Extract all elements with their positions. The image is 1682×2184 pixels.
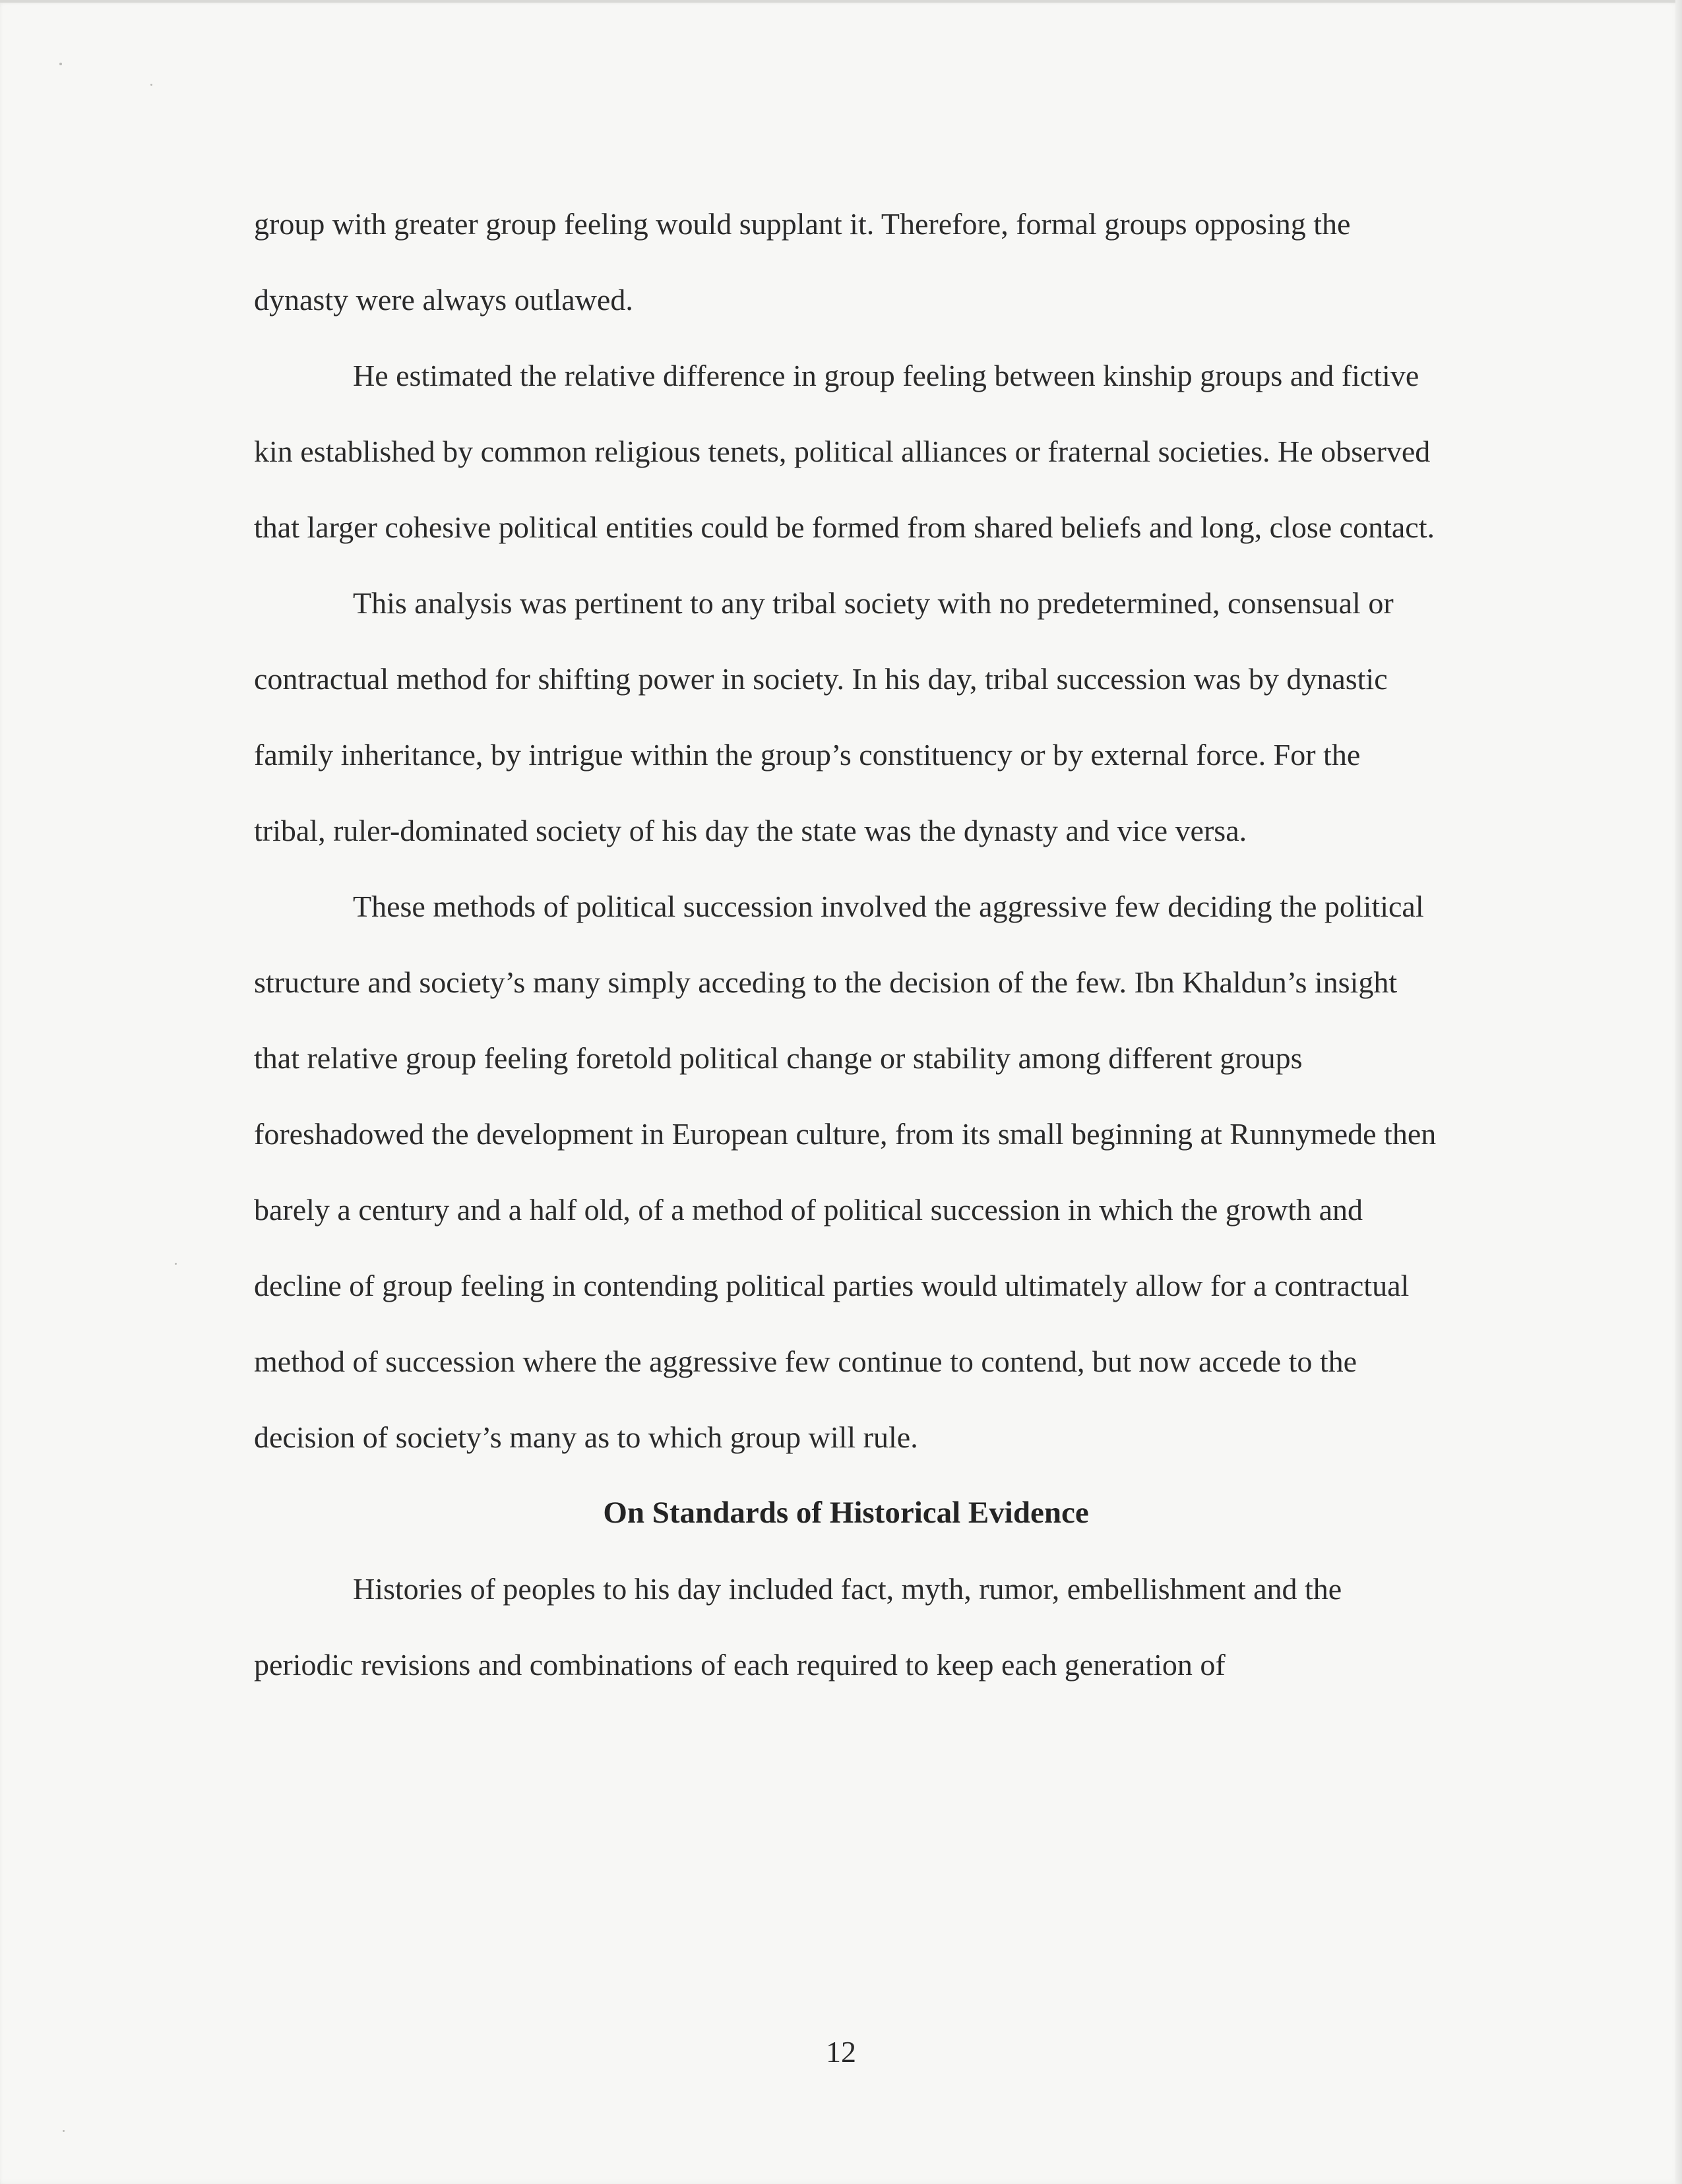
paragraph-5: Histories of peoples to his day included fact, myth, rumor, embellishment and the periodic revisions and combinations of each required to keep each generation of bbox=[254, 1572, 1342, 1682]
section-heading: On Standards of Historical Evidence bbox=[603, 1496, 1089, 1530]
paragraph-2: He estimated the relative difference in group feeling between kinship groups and fictive kin established by common religious tenets, political alliances or fraternal societies. He observed that larger cohesive political entities could be formed from shared beliefs and long, close contact. bbox=[254, 359, 1435, 544]
page-number: 12 bbox=[826, 2035, 856, 2069]
paragraph-3: This analysis was pertinent to any tribal society with no predetermined, consensual or contractual method for shifting power in society. In his day, tribal succession was by dynastic family inheritance, by intrigue within the group’s constituency or by external force. For the tribal, ruler-dominated society of his day the state was the dynasty and vice versa. bbox=[254, 586, 1394, 847]
scan-speck bbox=[150, 84, 152, 86]
paragraph-4: These methods of political succession involved the aggressive few deciding the political structure and society’s many simply acceding to the decision of the few. Ibn Khaldun’s insight that relative group feeling foretold political change or stability among different groups foreshadowed the development in European culture, from its small beginning at Runnymede then barely a century and a half old, of a method of political succession in which the growth and decline of group feeling in contending political parties would ultimately allow for a contractual method of succession where the aggressive few continue to contend, but now accede to the decision of society’s many as to which group will rule. bbox=[254, 890, 1437, 1454]
paragraph-1: group with greater group feeling would supplant it. Therefore, formal groups opposing the dynasty were always outlawed. bbox=[254, 207, 1351, 317]
page-top-edge bbox=[0, 0, 1682, 3]
page-right-edge bbox=[1675, 0, 1682, 2184]
scan-speck bbox=[175, 1263, 177, 1265]
scan-speck bbox=[59, 63, 62, 65]
body-text bbox=[254, 186, 1438, 1703]
scan-speck bbox=[63, 2130, 65, 2132]
